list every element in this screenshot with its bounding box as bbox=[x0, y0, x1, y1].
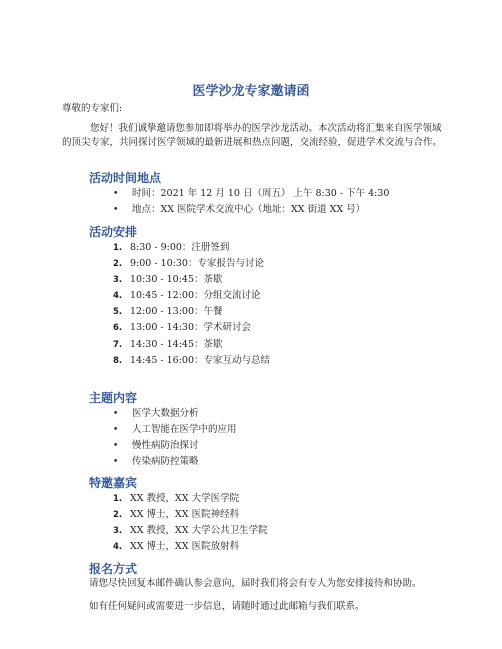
schedule-item: 8:30 - 9:00：注册签到 bbox=[130, 242, 230, 253]
schedule-item: 12:00 - 13:00：午餐 bbox=[130, 306, 223, 318]
intro-paragraph: 您好！我们诚挚邀请您参加即将举办的医学沙龙活动。本次活动将汇集来自医学领域的顶尖专家，共同探讨医学领域的最新进展和热点问题，交流经验，促进学术交流与合作。 bbox=[62, 123, 443, 148]
schedule-list bbox=[0, 240, 502, 369]
document-title: 医学沙龙专家邀请函 bbox=[192, 84, 310, 99]
guest-item: XX 博士，XX 医院放射科 bbox=[130, 541, 240, 553]
section-heading-schedule: 活动安排 bbox=[89, 225, 138, 239]
list-item bbox=[0, 202, 502, 218]
list-item bbox=[0, 539, 502, 555]
bullet-icon: • bbox=[113, 205, 119, 216]
list-number: 4. bbox=[113, 291, 123, 302]
topics-list bbox=[0, 406, 502, 470]
schedule-item: 9:00 - 10:30：专家报告与讨论 bbox=[130, 258, 264, 270]
contact-line: 如有任何疑问或需要进一步信息，请随时通过此邮箱与我们联系。 bbox=[89, 601, 365, 612]
schedule-item: 13:00 - 14:30：学术研讨会 bbox=[130, 322, 252, 334]
list-item bbox=[0, 438, 502, 454]
registration-line: 请您尽快回复本邮件确认参会意向，届时我们将会有专人为您安排接待和协助。 bbox=[89, 578, 422, 589]
list-item bbox=[0, 337, 502, 353]
schedule-item: 14:45 - 16:00：专家互动与总结 bbox=[130, 354, 271, 366]
list-number: 2. bbox=[113, 259, 123, 270]
bullet-icon: • bbox=[113, 425, 119, 436]
list-number: 5. bbox=[113, 307, 123, 318]
topic-item: 传染病防控策略 bbox=[132, 456, 199, 468]
list-number: 4. bbox=[113, 542, 123, 553]
list-item bbox=[0, 256, 502, 272]
list-item bbox=[0, 491, 502, 507]
guest-item: XX 教授，XX 大学公共卫生学院 bbox=[130, 525, 268, 537]
time-place-list bbox=[0, 186, 502, 218]
topic-item: 慢性病防治探讨 bbox=[132, 440, 199, 452]
list-number: 7. bbox=[113, 339, 123, 350]
bullet-icon: • bbox=[113, 441, 119, 452]
section-heading-registration: 报名方式 bbox=[89, 562, 138, 576]
topic-item: 人工智能在医学中的应用 bbox=[132, 424, 237, 436]
guest-item: XX 博士，XX 医院神经科 bbox=[130, 509, 240, 521]
list-item bbox=[0, 422, 502, 438]
guest-item: XX 教授，XX 大学医学院 bbox=[130, 493, 240, 504]
list-item bbox=[0, 304, 502, 320]
list-number: 3. bbox=[113, 275, 123, 286]
greeting: 尊敬的专家们: bbox=[62, 103, 123, 114]
list-item bbox=[0, 272, 502, 288]
list-item bbox=[0, 523, 502, 539]
bullet-icon: • bbox=[113, 409, 119, 419]
schedule-item: 10:45 - 12:00：分组交流讨论 bbox=[130, 290, 261, 302]
list-item bbox=[0, 240, 502, 256]
schedule-item: 14:30 - 14:45：茶歇 bbox=[130, 338, 223, 350]
list-number: 6. bbox=[113, 323, 123, 334]
list-number: 2. bbox=[113, 510, 123, 521]
bullet-icon: • bbox=[113, 457, 119, 468]
list-number: 3. bbox=[113, 526, 123, 537]
section-heading-guests: 特邀嘉宾 bbox=[89, 476, 138, 490]
section-heading-topics: 主题内容 bbox=[89, 391, 138, 405]
time-place-item: 时间：2021 年 12 月 10 日（周五） 上午 8:30 - 下午 4:30 bbox=[132, 188, 390, 199]
list-item bbox=[0, 186, 502, 202]
list-item bbox=[0, 454, 502, 470]
list-item bbox=[0, 507, 502, 523]
section-heading-time-place: 活动时间地点 bbox=[89, 171, 162, 185]
list-item bbox=[0, 353, 502, 369]
list-item bbox=[0, 320, 502, 336]
list-item bbox=[0, 406, 502, 422]
time-place-item: 地点：XX 医院学术交流中心（地址：XX 街道 XX 号） bbox=[132, 204, 366, 216]
topic-item: 医学大数据分析 bbox=[132, 408, 199, 419]
bullet-icon: • bbox=[113, 189, 119, 199]
list-number: 1. bbox=[113, 494, 123, 504]
guests-list bbox=[0, 491, 502, 555]
list-item bbox=[0, 288, 502, 304]
list-number: 1. bbox=[113, 243, 123, 253]
list-number: 8. bbox=[113, 355, 123, 366]
schedule-item: 10:30 - 10:45：茶歇 bbox=[130, 274, 223, 286]
